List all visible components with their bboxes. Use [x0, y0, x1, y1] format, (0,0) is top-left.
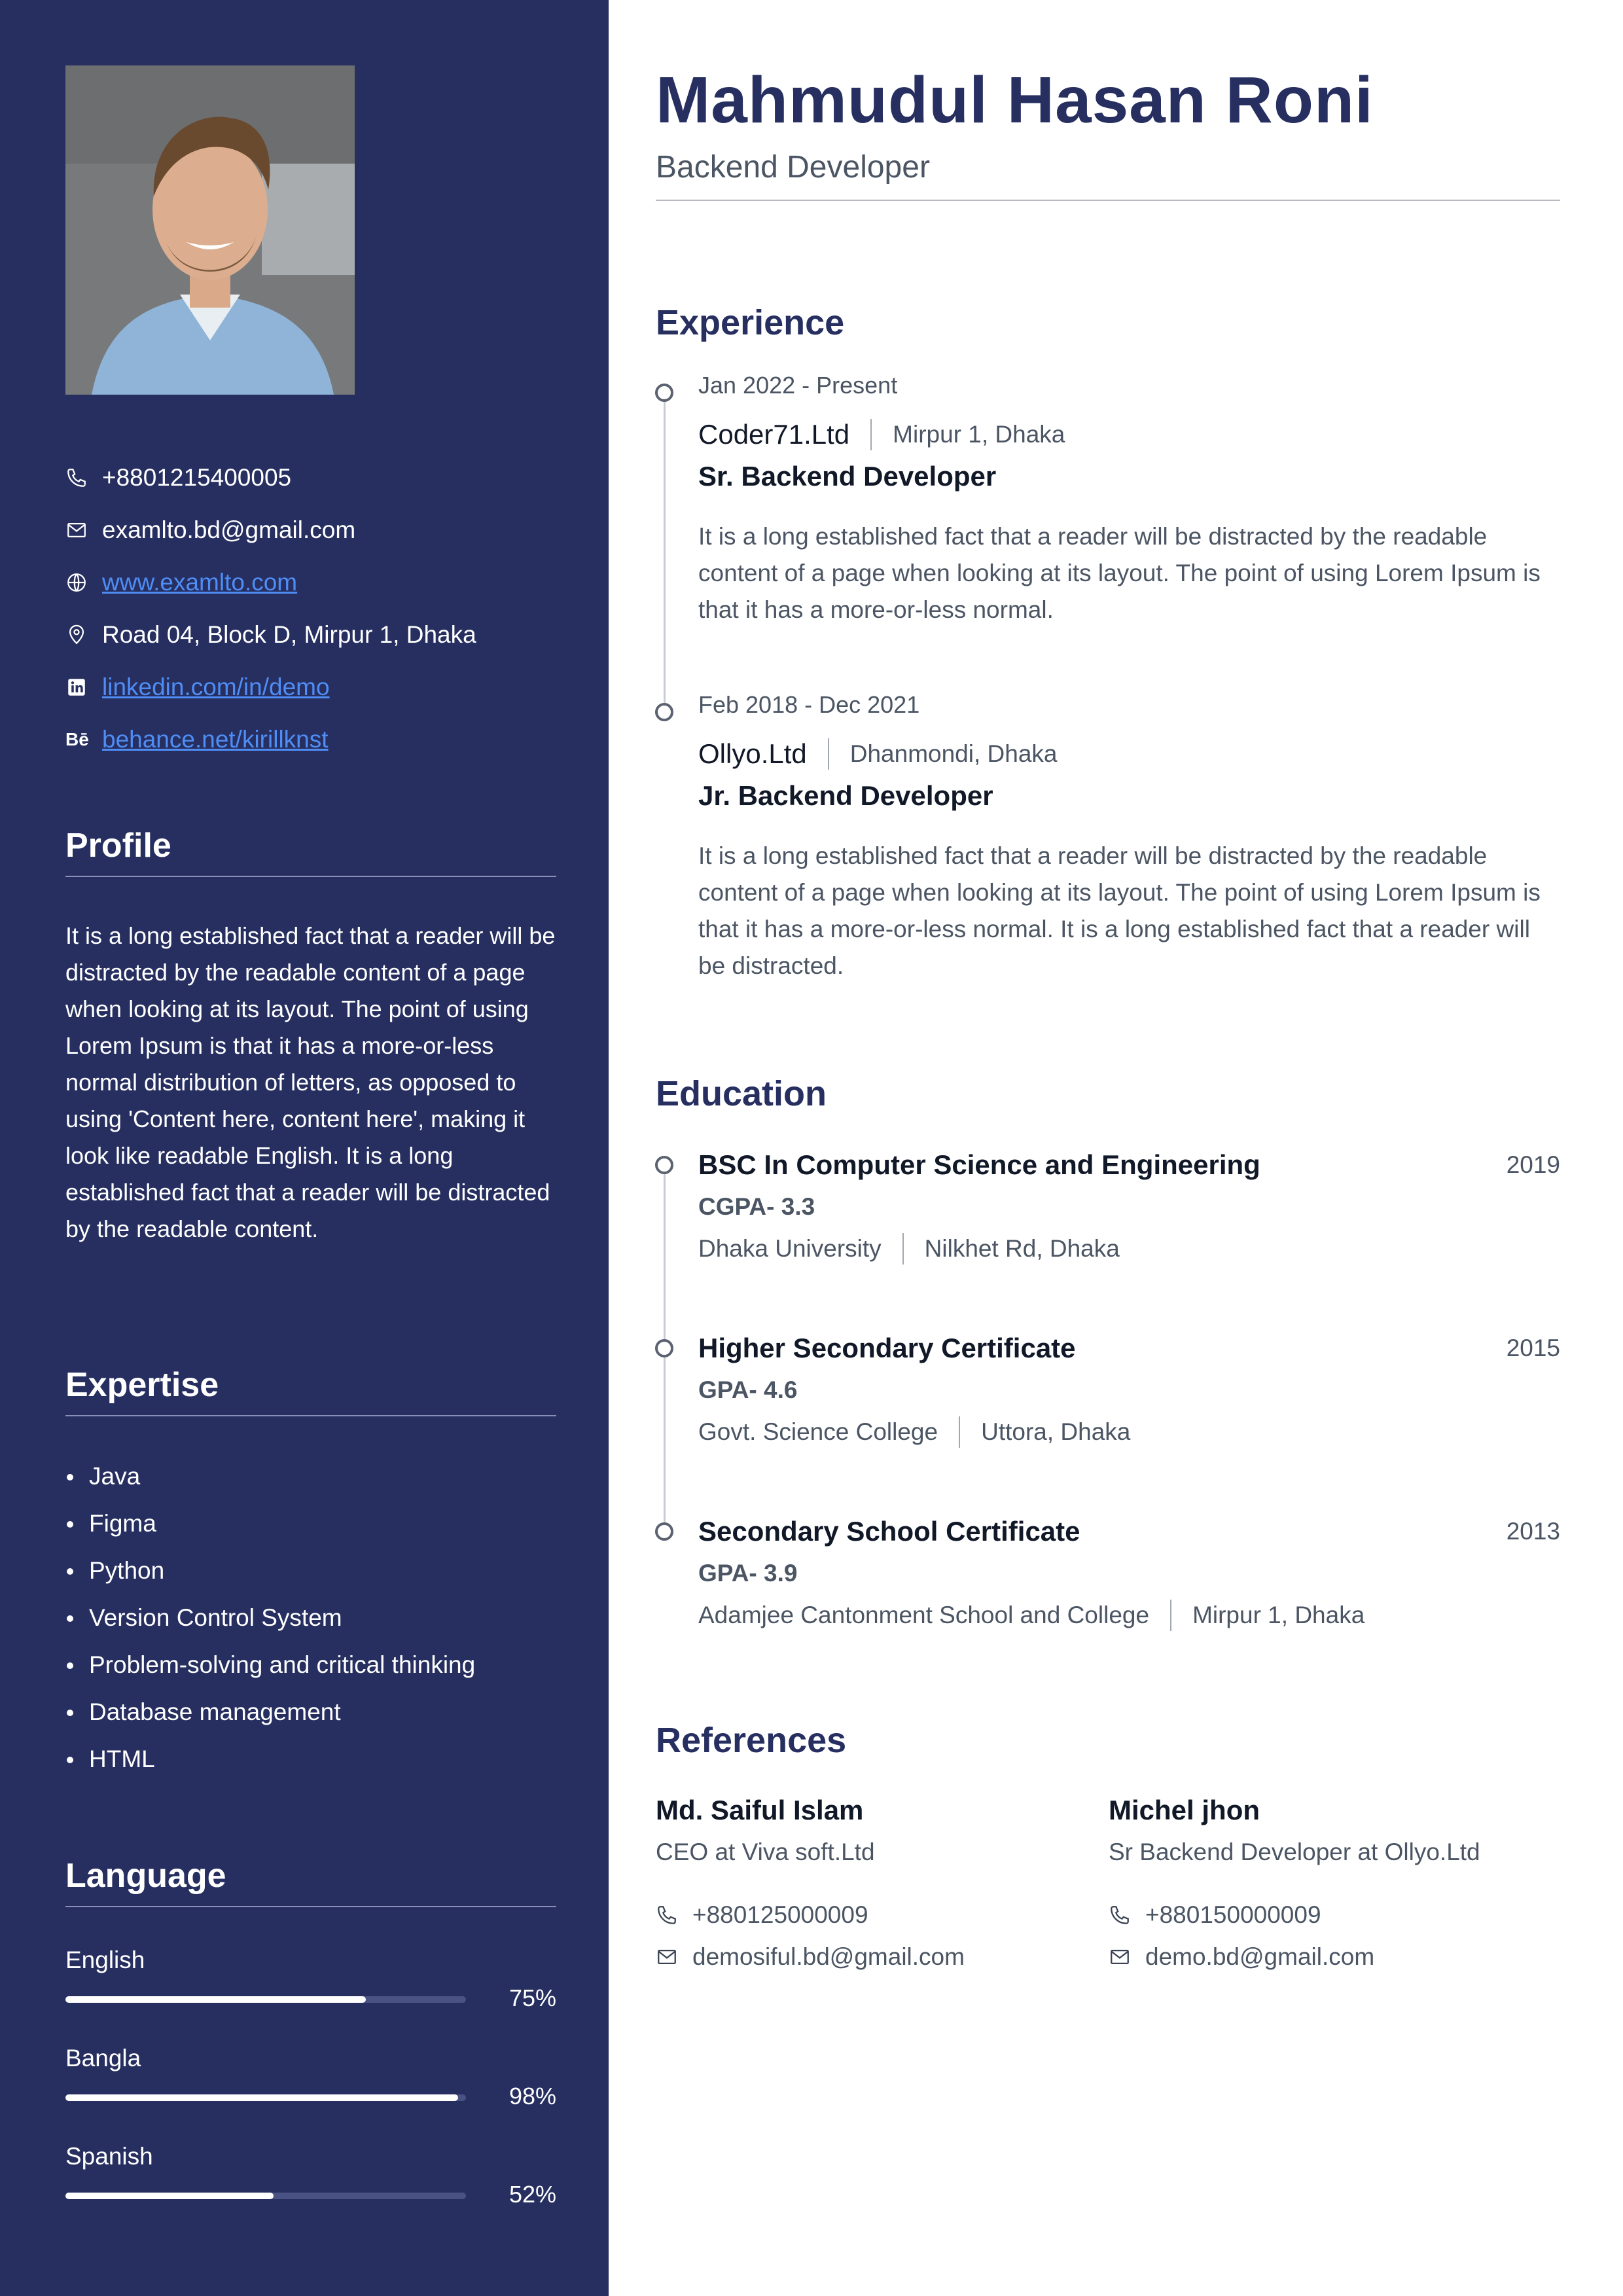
language-bar — [65, 1996, 466, 2003]
website-link[interactable]: www.examlto.com — [102, 569, 298, 596]
reference-phone: +880125000009 — [692, 1901, 868, 1928]
language-bangla — [65, 2045, 556, 2109]
education-location: Nilkhet Rd, Dhaka — [924, 1235, 1120, 1262]
contact-linkedin — [65, 661, 563, 713]
education-degree: Higher Secondary Certificate — [698, 1333, 1076, 1363]
education-institution-row — [698, 1228, 1560, 1270]
language-percent: 52% — [508, 2181, 556, 2208]
location-pin-icon — [65, 622, 102, 648]
timeline-dot — [655, 703, 673, 721]
globe-icon — [65, 569, 102, 596]
mail-icon — [1109, 1946, 1145, 1968]
education-institution-row — [698, 1411, 1560, 1453]
divider — [870, 419, 872, 450]
experience-title: Jr. Backend Developer — [698, 780, 993, 811]
reference-email-row — [656, 1936, 1101, 1978]
experience-item — [698, 691, 1549, 984]
linkedin-icon — [65, 674, 102, 700]
header-divider — [656, 200, 1560, 201]
education-gpa: GPA- 4.6 — [698, 1376, 798, 1403]
experience-company-row — [698, 414, 1549, 456]
expertise-item: Problem-solving and critical thinking — [65, 1641, 563, 1689]
experience-title: Sr. Backend Developer — [698, 461, 997, 492]
expertise-item: Python — [65, 1547, 563, 1594]
reference-email: demosiful.bd@gmail.com — [692, 1943, 965, 1970]
phone-icon — [656, 1904, 692, 1926]
education-heading: Education — [656, 1074, 827, 1113]
references-heading: References — [656, 1721, 847, 1760]
education-item — [698, 1511, 1560, 1636]
behance-mark: Bē — [65, 729, 89, 749]
profile-heading: Profile — [65, 826, 556, 877]
language-heading: Language — [65, 1856, 556, 1907]
divider — [1170, 1600, 1171, 1631]
timeline-dot — [655, 1522, 673, 1541]
experience-timeline — [664, 393, 666, 713]
contact-phone-text: +8801215400005 — [102, 464, 292, 491]
sidebar — [0, 0, 609, 2296]
behance-icon — [65, 726, 102, 753]
language-percent: 75% — [508, 1984, 556, 2011]
education-location: Uttora, Dhaka — [981, 1418, 1131, 1445]
reference-position: CEO at Viva soft.Ltd — [656, 1839, 875, 1865]
profile-photo — [65, 65, 355, 395]
experience-heading: Experience — [656, 303, 845, 342]
mail-icon — [65, 517, 102, 543]
language-bar-fill — [65, 1996, 366, 2003]
education-year: 2015 — [1506, 1335, 1560, 1361]
divider — [902, 1233, 904, 1265]
education-degree: Secondary School Certificate — [698, 1516, 1080, 1547]
reference-phone-row — [656, 1894, 1101, 1936]
experience-item — [698, 372, 1549, 628]
contact-email-text: examlto.bd@gmail.com — [102, 516, 356, 543]
education-gpa: CGPA- 3.3 — [698, 1193, 815, 1220]
language-percent: 98% — [508, 2083, 556, 2109]
reference-card — [656, 1789, 1101, 1978]
contact-website — [65, 556, 563, 609]
language-bar-fill — [65, 2094, 458, 2101]
education-year: 2013 — [1506, 1518, 1560, 1545]
education-header — [698, 1144, 1560, 1186]
divider — [828, 738, 829, 770]
education-item — [698, 1144, 1560, 1270]
language-bar — [65, 2094, 466, 2101]
linkedin-link[interactable]: linkedin.com/in/demo — [102, 673, 330, 700]
contact-address-text: Road 04, Block D, Mirpur 1, Dhaka — [102, 621, 476, 648]
reference-phone-row — [1109, 1894, 1554, 1936]
education-location: Mirpur 1, Dhaka — [1192, 1602, 1365, 1628]
education-degree: BSC In Computer Science and Engineering — [698, 1149, 1260, 1180]
language-name: Spanish — [65, 2143, 153, 2170]
reference-name: Md. Saiful Islam — [656, 1795, 864, 1825]
experience-date: Jan 2022 - Present — [698, 372, 898, 399]
reference-name: Michel jhon — [1109, 1795, 1260, 1825]
contact-address — [65, 609, 563, 661]
expertise-list — [65, 1453, 563, 1783]
phone-icon — [65, 465, 102, 491]
expertise-heading: Expertise — [65, 1365, 556, 1416]
reference-email-row — [1109, 1936, 1554, 1978]
experience-date: Feb 2018 - Dec 2021 — [698, 691, 920, 718]
education-header — [698, 1327, 1560, 1369]
timeline-dot — [655, 1339, 673, 1357]
language-spanish — [65, 2143, 556, 2208]
contact-phone — [65, 452, 563, 504]
education-year: 2019 — [1506, 1151, 1560, 1178]
expertise-item: Java — [65, 1453, 563, 1500]
education-institution: Dhaka University — [698, 1235, 882, 1262]
education-gpa: GPA- 3.9 — [698, 1560, 798, 1587]
contact-behance — [65, 713, 563, 766]
experience-description: It is a long established fact that a reader will be distracted by the readable content of a page when looking at its layout. The point of using Lorem Ipsum is that it has a more-or-less normal. It is a long established fact that a reader will be distracted. — [698, 842, 1541, 979]
experience-description: It is a long established fact that a reader will be distracted by the readable content of a page when looking at its layout. The point of using Lorem Ipsum is that it has a more-or-less normal. — [698, 523, 1541, 623]
education-header — [698, 1511, 1560, 1552]
phone-icon — [1109, 1904, 1145, 1926]
language-bar — [65, 2193, 466, 2199]
reference-email: demo.bd@gmail.com — [1145, 1943, 1375, 1970]
expertise-item: HTML — [65, 1736, 563, 1783]
reference-card — [1109, 1789, 1554, 1978]
language-name: English — [65, 1946, 145, 1973]
education-institution-row — [698, 1594, 1560, 1636]
experience-location: Mirpur 1, Dhaka — [893, 421, 1065, 448]
mail-icon — [656, 1946, 692, 1968]
experience-location: Dhanmondi, Dhaka — [849, 740, 1058, 767]
timeline-dot — [655, 384, 673, 402]
experience-company: Ollyo.Ltd — [698, 738, 807, 769]
expertise-item: Database management — [65, 1689, 563, 1736]
language-bar-fill — [65, 2193, 274, 2199]
education-institution: Adamjee Cantonment School and College — [698, 1602, 1150, 1628]
education-institution: Govt. Science College — [698, 1418, 938, 1445]
main-content — [609, 0, 1623, 2296]
timeline-dot — [655, 1156, 673, 1174]
reference-phone: +880150000009 — [1145, 1901, 1321, 1928]
candidate-name: Mahmudul Hasan Roni — [656, 63, 1374, 137]
expertise-item: Version Control System — [65, 1594, 563, 1641]
behance-link[interactable]: behance.net/kirillknst — [102, 726, 329, 753]
language-name: Bangla — [65, 2045, 141, 2072]
contact-list — [65, 452, 563, 766]
profile-text: It is a long established fact that a reader will be distracted by the readable content of a page when looking at its layout. The point of using Lorem Ipsum is that it has a more-or-less normal distribution of letters, as opposed to using 'Content here, content here', making it look like readable English. It is a long established fact that a reader will be distracted by the readable content. — [65, 922, 556, 1242]
contact-email — [65, 504, 563, 556]
education-item — [698, 1327, 1560, 1453]
expertise-item: Figma — [65, 1500, 563, 1547]
experience-company: Coder71.Ltd — [698, 419, 850, 450]
language-english — [65, 1946, 556, 2011]
candidate-role: Backend Developer — [656, 150, 930, 185]
divider — [959, 1416, 960, 1448]
reference-position: Sr Backend Developer at Ollyo.Ltd — [1109, 1839, 1480, 1865]
experience-company-row — [698, 733, 1549, 775]
